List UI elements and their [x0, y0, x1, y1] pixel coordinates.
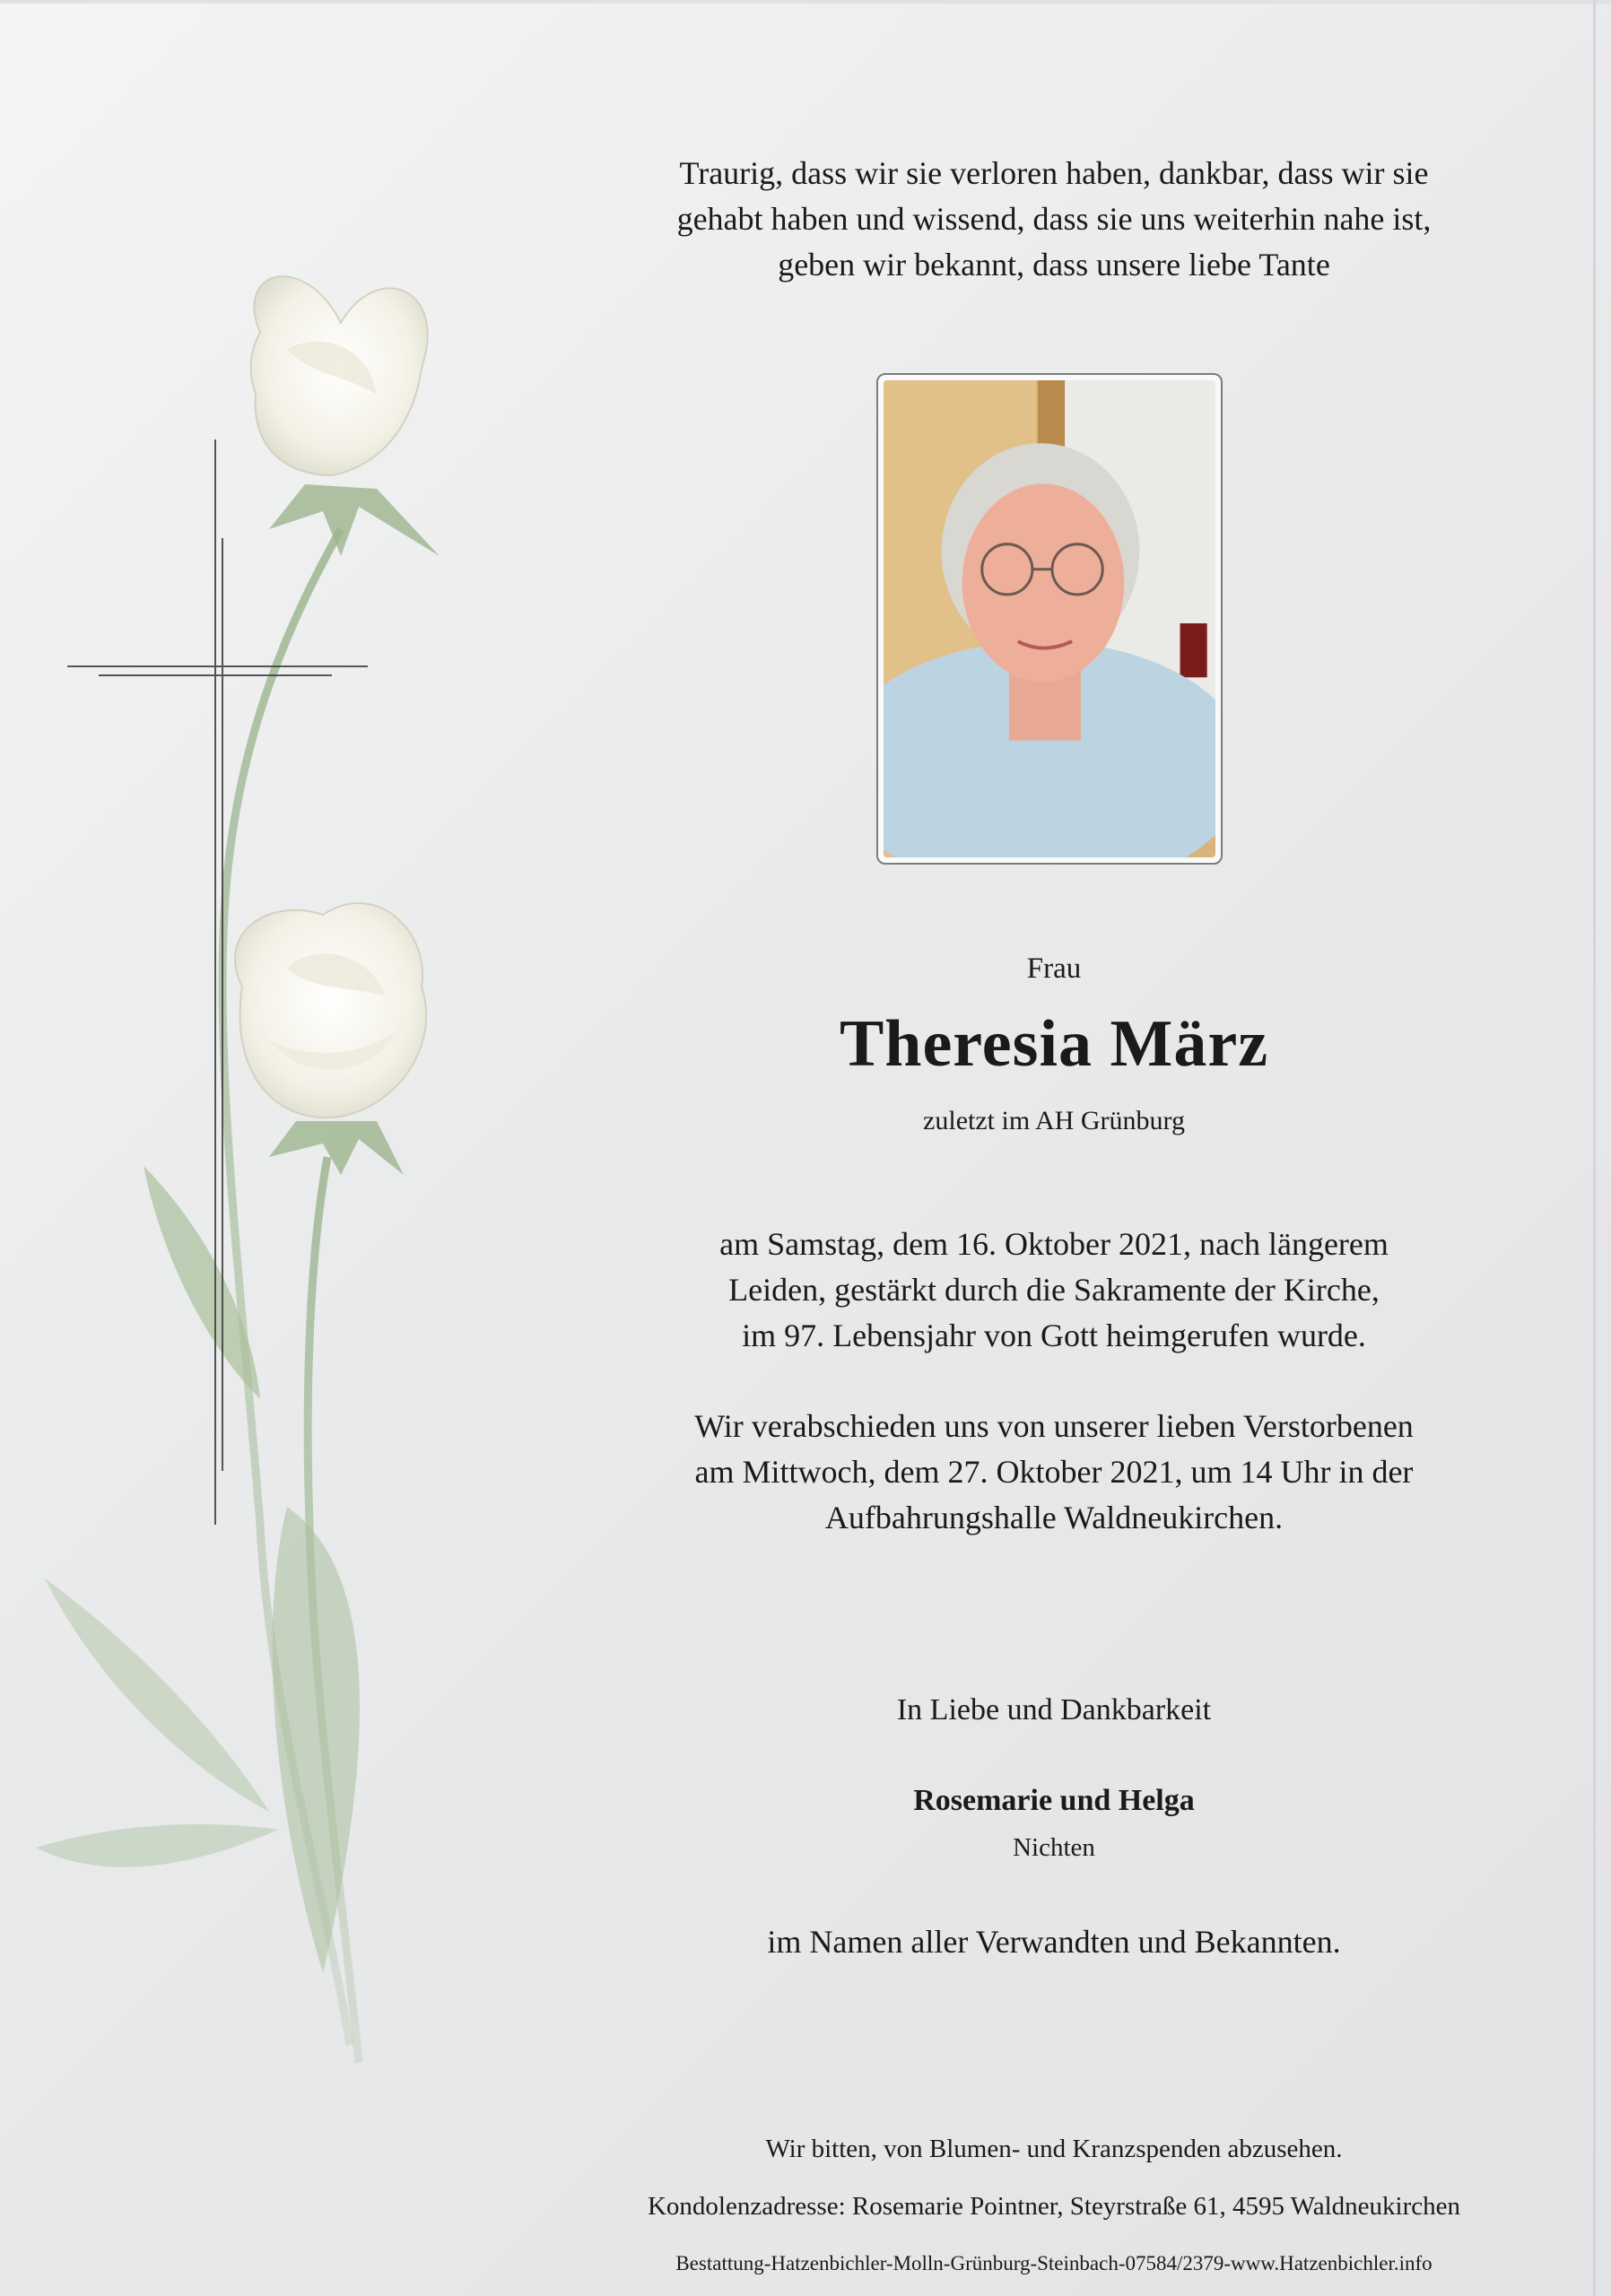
death-line: Leiden, gestärkt durch die Sakramente der Kirche, — [728, 1272, 1380, 1308]
death-notice — [574, 1222, 1534, 1359]
farewell-line: am Mittwoch, dem 27. Oktober 2021, um 14 Uhr in der — [694, 1454, 1414, 1490]
farewell-line: Aufbahrungshalle Waldneukirchen. — [824, 1500, 1284, 1535]
intro-line: Traurig, dass wir sie verloren haben, dankbar, dass wir sie — [679, 155, 1429, 191]
funeral-home-footer: Bestattung-Hatzenbichler-Molln-Grünburg-Steinbach-07584/2379-www.Hatzenbichler.info — [675, 2252, 1432, 2274]
intro-text — [574, 151, 1534, 288]
donation-request: Wir bitten, von Blumen- und Kranzspenden abzusehen. — [765, 2135, 1343, 2163]
rose-icon — [251, 276, 428, 475]
closing-phrase: In Liebe und Dankbarkeit — [896, 1693, 1212, 1726]
salutation: Frau — [1026, 952, 1082, 985]
rose-decoration — [0, 269, 502, 2108]
rose-icon — [235, 903, 426, 1118]
deceased-name: Theresia März — [839, 1007, 1269, 1081]
frame-top-edge — [0, 0, 1611, 4]
intro-line: gehabt haben und wissend, dass sie uns weiterhin nahe ist, — [676, 201, 1432, 237]
death-line: im 97. Lebensjahr von Gott heimgerufen wurde. — [742, 1318, 1366, 1353]
portrait-photo — [884, 380, 1215, 857]
on-behalf-line: im Namen aller Verwandten und Bekannten. — [767, 1924, 1341, 1960]
farewell-notice — [574, 1404, 1534, 1541]
last-residence: zuletzt im AH Grünburg — [923, 1106, 1185, 1135]
farewell-line: Wir verabschieden uns von unserer lieben Verstorbenen — [694, 1408, 1414, 1444]
portrait-frame — [876, 373, 1223, 865]
mourner-relation: Nichten — [1013, 1833, 1095, 1862]
intro-line: geben wir bekannt, dass unsere liebe Tante — [778, 247, 1330, 283]
mourner-names: Rosemarie und Helga — [913, 1784, 1195, 1817]
frame-right-edge — [1593, 0, 1596, 2296]
condolence-address: Kondolenzadresse: Rosemarie Pointner, Steyrstraße 61, 4595 Waldneukirchen — [647, 2192, 1460, 2221]
death-line: am Samstag, dem 16. Oktober 2021, nach längerem — [719, 1226, 1389, 1262]
